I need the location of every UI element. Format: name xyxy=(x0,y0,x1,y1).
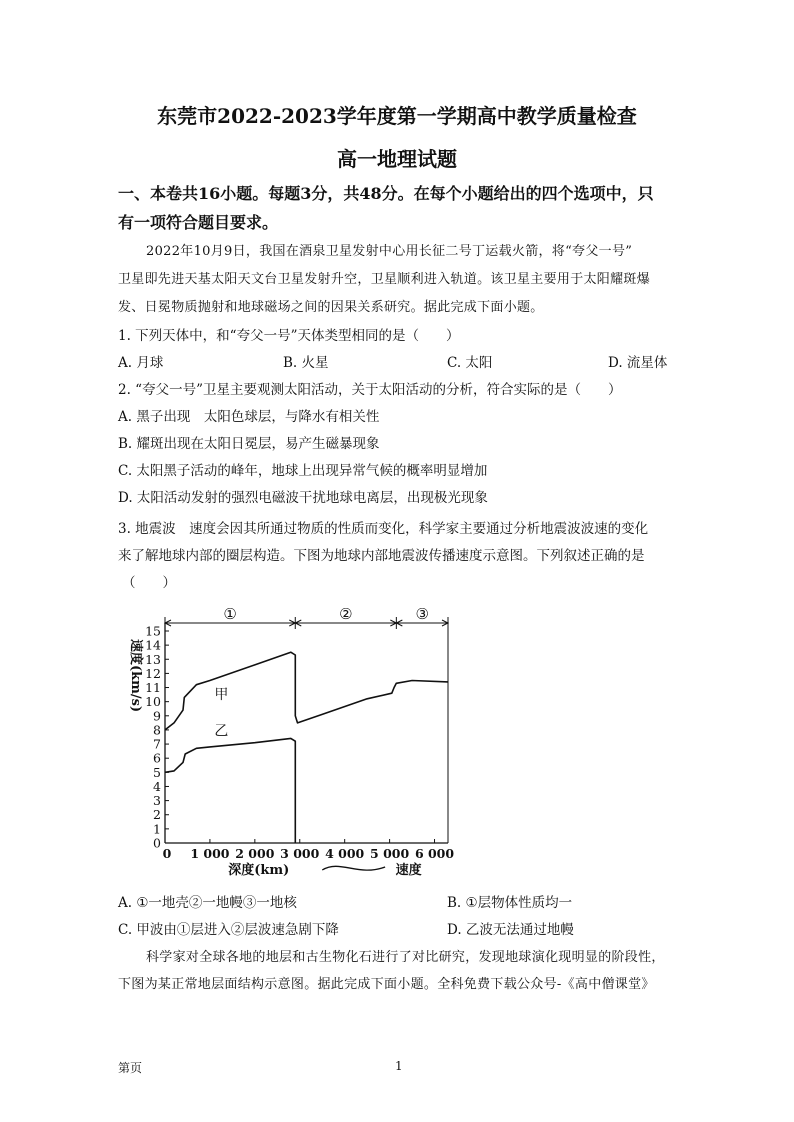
series-line xyxy=(165,652,448,730)
y-tick-label: 10 xyxy=(145,694,161,710)
passage1-line1: 2022年10月9日，我国在酒泉卫星发射中心用长征二号丁运载火箭，将“夸父一号” xyxy=(146,244,633,259)
q1-option-a: A. 月球 xyxy=(118,355,164,371)
y-tick-label: 5 xyxy=(153,764,161,780)
x-axis-label: 深度(km) xyxy=(228,863,290,878)
legend-wave-icon xyxy=(322,866,385,870)
series-label: 甲 xyxy=(214,686,229,703)
q3-option-a: A. ①一地壳②一地幔③一地核 xyxy=(118,895,297,911)
y-tick-label: 0 xyxy=(153,835,161,851)
y-tick-label: 1 xyxy=(153,821,161,837)
footer-label: 第页 xyxy=(118,1061,143,1075)
section-heading-line2: 有一项符合题目要求。 xyxy=(118,213,279,232)
q1-option-d: D. 流星体 xyxy=(608,355,668,371)
q2-stem: 2. “夸父一号”卫星主要观测太阳活动，关于太阳活动的分析，符合实际的是（ ） xyxy=(118,382,622,398)
y-tick-label: 3 xyxy=(153,793,161,809)
x-tick-label: 5 000 xyxy=(370,846,410,861)
x-tick-label: 1 000 xyxy=(190,846,230,861)
q2-option-a: A. 黑子出现 太阳色球层，与降水有相关性 xyxy=(118,409,380,425)
passage1-line3: 发、日冕物质抛射和地球磁场之间的因果关系研究。据此完成下面小题。 xyxy=(118,300,544,315)
y-tick-label: 7 xyxy=(153,736,161,752)
q2-option-b: B. 耀斑出现在太阳日冕层，易产生磁暴现象 xyxy=(118,436,380,452)
y-tick-label: 15 xyxy=(145,623,161,639)
q3-stem-line3: （ ） xyxy=(122,575,176,591)
y-tick-label: 11 xyxy=(145,680,161,696)
q1-stem: 1. 下列天体中，和“夸父一号”天体类型相同的是（ ） xyxy=(118,328,460,344)
x-tick-label: 4 000 xyxy=(325,846,365,861)
x-origin-label: 0 xyxy=(162,846,172,861)
page-title: 东莞市2022-2023学年度第一学期高中教学质量检查 xyxy=(157,104,637,128)
x-tick-label: 2 000 xyxy=(235,846,275,861)
series-label: 乙 xyxy=(214,723,229,740)
y-tick-label: 14 xyxy=(145,637,161,653)
passage2-line2: 下图为某正常地层面结构示意图。据此完成下面小题。全科免费下载公众号-《高中僧课堂》 xyxy=(118,977,655,992)
layer-label: ③ xyxy=(415,608,429,623)
q1-option-b: B. 火星 xyxy=(283,355,329,371)
q3-option-b: B. ①层物体性质均一 xyxy=(447,895,573,911)
y-axis-label: 速度(km/s) xyxy=(128,639,143,713)
x-tick-label: 3 000 xyxy=(280,846,320,861)
y-tick-label: 2 xyxy=(153,807,161,823)
passage2-line1: 科学家对全球各地的地层和古生物化石进行了对比研究，发现地球演化现明显的阶段性， xyxy=(146,950,665,965)
q2-option-c: C. 太阳黑子活动的峰年，地球上出现异常气候的概率明显增加 xyxy=(118,463,488,479)
q2-option-d: D. 太阳活动发射的强烈电磁波干扰地球电离层，出现极光现象 xyxy=(118,490,488,506)
x-tick-label: 6 000 xyxy=(414,846,455,861)
y-tick-label: 12 xyxy=(145,665,161,681)
q3-stem-line1: 3. 地震波 速度会因其所通过物质的性质而变化，科学家主要通过分析地震波波速的变化 xyxy=(118,521,649,537)
page-number: 1 xyxy=(395,1059,403,1073)
passage1-line2: 卫星即先进天基太阳天文台卫星发射升空，卫星顺利进入轨道。该卫星主要用于太阳耀斑爆 xyxy=(118,272,651,287)
seismic-wave-chart xyxy=(118,608,480,880)
q3-option-d: D. 乙波无法通过地幔 xyxy=(447,922,574,938)
y-tick-label: 8 xyxy=(153,722,161,738)
q3-option-c: C. 甲波由①层进入②层波速急剧下降 xyxy=(118,922,339,938)
layer-label: ① xyxy=(223,608,237,623)
q1-option-c: C. 太阳 xyxy=(447,355,493,371)
page-subtitle: 高一地理试题 xyxy=(337,147,457,171)
y-tick-label: 13 xyxy=(145,651,161,667)
y-tick-label: 9 xyxy=(153,708,161,724)
y-tick-label: 4 xyxy=(153,778,161,794)
series-line xyxy=(165,738,295,843)
legend-label: 速度 xyxy=(395,863,422,878)
layer-label: ② xyxy=(339,608,353,623)
section-heading-line1: 一、本卷共16小题。每题3分，共48分。在每个小题给出的四个选项中，只 xyxy=(118,184,654,203)
y-tick-label: 6 xyxy=(153,750,161,766)
q3-stem-line2: 来了解地球内部的圈层构造。下图为地球内部地震波传播速度示意图。下列叙述正确的是 xyxy=(118,548,645,564)
